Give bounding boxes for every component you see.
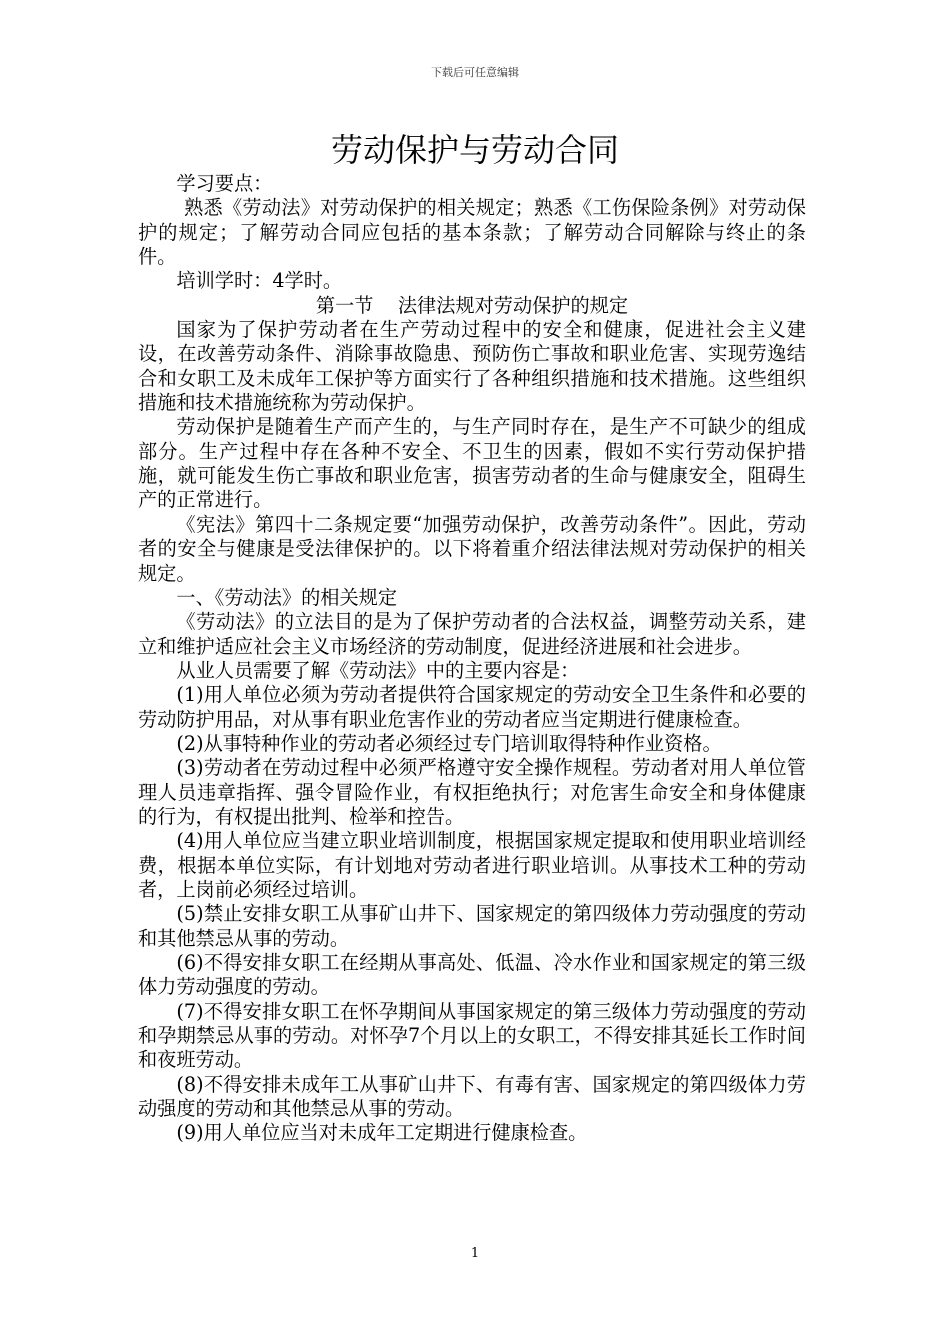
study-points-label: 学习要点： [176,172,273,195]
list-item: (5)禁止安排女职工从事矿山井下、国家规定的第四级体力劳动强度的劳动和其他禁忌从事的劳动。 [138,902,806,950]
list-item: (8)不得安排未成年工从事矿山井下、有毒有害、国家规定的第四级体力劳动强度的劳动和其他禁忌从事的劳动。 [138,1072,806,1121]
body-paragraph: 国家为了保护劳动者在生产劳动过程中的安全和健康，促进社会主义建设，在改善劳动条件、消除事故隐患、预防伤亡事故和职业危害、实现劳逸结合和女职工及未成年工保护等方面实行了各种组织措施和技术措施。这些组织措施和技术措施统称为劳动保护。 [138,318,806,415]
study-points-paragraph: 熟悉《劳动法》对劳动保护的相关规定；熟悉《工伤保险条例》对劳动保护的规定；了解劳动合同应包括的基本条款；了解劳动合同解除与终止的条件。 [138,196,806,269]
list-item: (3)劳动者在劳动过程中必须严格遵守安全操作规程。劳动者对用人单位管理人员违章指挥、强令冒险作业，有权拒绝执行；对危害生命安全和身体健康的行为，有权提出批判、检举和控告。 [138,756,806,828]
section-heading: 第一节 法律法规对劳动保护的规定 [315,293,629,317]
list-item: (1)用人单位必须为劳动者提供符合国家规定的劳动安全卫生条件和必要的劳动防护用品，对从事有职业危害作业的劳动者应当定期进行健康检查。 [138,683,806,731]
body-paragraph: 从业人员需要了解《劳动法》中的主要内容是： [176,658,580,682]
page-number: 1 [470,1246,480,1261]
list-item: (2)从事特种作业的劳动者必须经过专门培训取得特种作业资格。 [176,731,722,755]
training-hours: 培训学时：4学时。 [176,269,343,293]
document-title: 劳动保护与劳动合同 [330,131,619,169]
list-item: (6)不得安排女职工在经期从事高处、低温、冷水作业和国家规定的第三级体力劳动强度的劳动。 [138,951,806,999]
subsection-heading: 一、《劳动法》的相关规定 [176,585,398,609]
list-item: (9)用人单位应当对未成年工定期进行健康检查。 [176,1121,588,1145]
list-item: (4)用人单位应当建立职业培训制度，根据国家规定提取和使用职业培训经费，根据本单位实际，有计划地对劳动者进行职业培训。从事技术工种的劳动者，上岗前必须经过培训。 [138,829,806,901]
header-note: 下载后可任意编辑 [431,66,519,79]
list-item: (7)不得安排女职工在怀孕期间从事国家规定的第三级体力劳动强度的劳动和孕期禁忌从事的劳动。对怀孕7个月以上的女职工，不得安排其延长工作时间和夜班劳动。 [138,999,806,1072]
document-body [138,172,806,1146]
body-paragraph: 劳动保护是随着生产而产生的，与生产同时存在，是生产不可缺少的组成部分。生产过程中存在各种不安全、不卫生的因素，假如不实行劳动保护措施，就可能发生伤亡事故和职业危害，损害劳动者的生命与健康安全，阻碍生产的正常进行。 [138,415,806,512]
body-paragraph: 《劳动法》的立法目的是为了保护劳动者的合法权益，调整劳动关系，建立和维护适应社会主义市场经济的劳动制度，促进经济进展和社会进步。 [138,610,806,658]
body-paragraph: 《宪法》第四十二条规定要“加强劳动保护，改善劳动条件”。因此，劳动者的安全与健康是受法律保护的。以下将着重介绍法律法规对劳动保护的相关规定。 [138,512,806,585]
